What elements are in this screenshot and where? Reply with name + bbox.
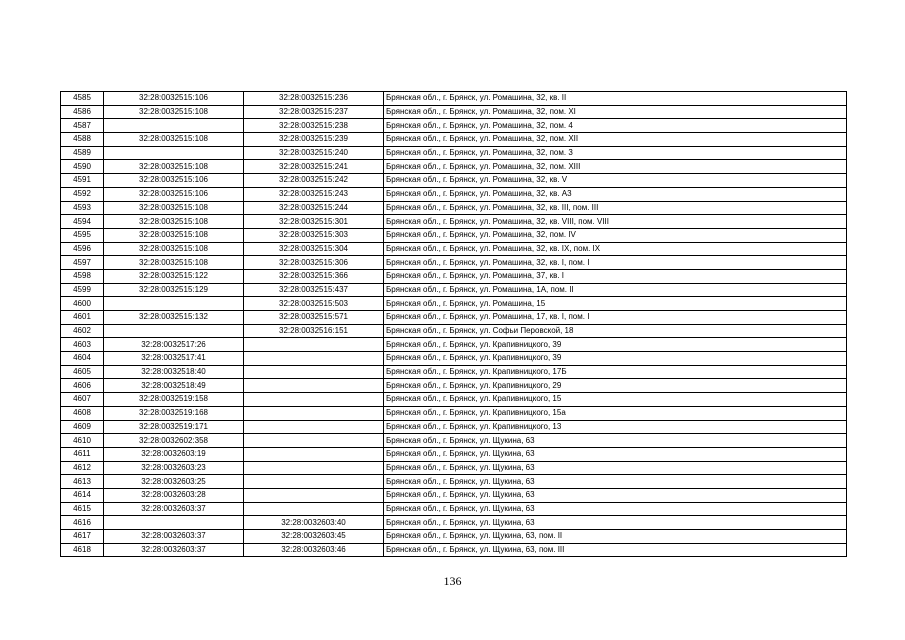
table-row: [61, 475, 847, 489]
parent-cadastral-number-cell: 32:28:0032603:19: [104, 447, 244, 461]
row-number-cell: 4616: [61, 516, 104, 530]
address-cell: Брянская обл., г. Брянск, ул. Щукина, 63, пом. III: [384, 543, 847, 557]
row-number-cell: 4592: [61, 187, 104, 201]
parent-cadastral-number-cell: 32:28:0032515:108: [104, 256, 244, 270]
table-row: [61, 283, 847, 297]
row-number-cell: 4608: [61, 406, 104, 420]
cadastral-number-cell: 32:28:0032515:244: [244, 201, 384, 215]
parent-cadastral-number-cell: 32:28:0032519:168: [104, 406, 244, 420]
cadastral-number-cell: 32:28:0032515:571: [244, 311, 384, 325]
parent-cadastral-number-cell: 32:28:0032515:108: [104, 215, 244, 229]
address-cell: Брянская обл., г. Брянск, ул. Ромашина, 37, кв. I: [384, 269, 847, 283]
cadastral-number-cell: 32:28:0032515:503: [244, 297, 384, 311]
cadastral-number-cell: 32:28:0032515:306: [244, 256, 384, 270]
cadastral-number-cell: 32:28:0032515:437: [244, 283, 384, 297]
address-cell: Брянская обл., г. Брянск, ул. Крапивницкого, 17Б: [384, 365, 847, 379]
cadastral-number-cell: [244, 461, 384, 475]
cadastral-number-cell: [244, 475, 384, 489]
row-number-cell: 4605: [61, 365, 104, 379]
parent-cadastral-number-cell: 32:28:0032603:37: [104, 530, 244, 544]
table-row: [61, 187, 847, 201]
table-row: [61, 160, 847, 174]
parent-cadastral-number-cell: [104, 146, 244, 160]
parent-cadastral-number-cell: 32:28:0032515:129: [104, 283, 244, 297]
cadastral-number-cell: 32:28:0032603:40: [244, 516, 384, 530]
cadastral-number-cell: 32:28:0032515:240: [244, 146, 384, 160]
row-number-cell: 4604: [61, 352, 104, 366]
parent-cadastral-number-cell: 32:28:0032517:41: [104, 352, 244, 366]
row-number-cell: 4603: [61, 338, 104, 352]
address-cell: Брянская обл., г. Брянск, ул. Щукина, 63: [384, 434, 847, 448]
row-number-cell: 4589: [61, 146, 104, 160]
row-number-cell: 4590: [61, 160, 104, 174]
address-cell: Брянская обл., г. Брянск, ул. Щукина, 63: [384, 502, 847, 516]
table-body: [61, 92, 847, 557]
parent-cadastral-number-cell: 32:28:0032515:108: [104, 228, 244, 242]
cadastral-number-cell: [244, 434, 384, 448]
address-cell: Брянская обл., г. Брянск, ул. Ромашина, 32, кв. I, пом. I: [384, 256, 847, 270]
cadastral-number-cell: 32:28:0032515:239: [244, 133, 384, 147]
address-cell: Брянская обл., г. Брянск, ул. Ромашина, 17, кв. I, пом. I: [384, 311, 847, 325]
table-row: [61, 256, 847, 270]
row-number-cell: 4594: [61, 215, 104, 229]
row-number-cell: 4598: [61, 269, 104, 283]
row-number-cell: 4615: [61, 502, 104, 516]
row-number-cell: 4596: [61, 242, 104, 256]
address-cell: Брянская обл., г. Брянск, ул. Ромашина, 32, кв. VIII, пом. VIII: [384, 215, 847, 229]
table-row: [61, 530, 847, 544]
row-number-cell: 4599: [61, 283, 104, 297]
address-cell: Брянская обл., г. Брянск, ул. Ромашина, 32, пом. XII: [384, 133, 847, 147]
parent-cadastral-number-cell: 32:28:0032515:106: [104, 187, 244, 201]
address-cell: Брянская обл., г. Брянск, ул. Крапивницкого, 15: [384, 393, 847, 407]
parent-cadastral-number-cell: 32:28:0032603:25: [104, 475, 244, 489]
table-row: [61, 447, 847, 461]
address-cell: Брянская обл., г. Брянск, ул. Ромашина, 32, кв. III, пом. III: [384, 201, 847, 215]
cadastral-number-cell: [244, 420, 384, 434]
table-row: [61, 105, 847, 119]
address-cell: Брянская обл., г. Брянск, ул. Ромашина, 32, пом. IV: [384, 228, 847, 242]
address-cell: Брянская обл., г. Брянск, ул. Ромашина, 32, кв. IX, пом. IX: [384, 242, 847, 256]
row-number-cell: 4607: [61, 393, 104, 407]
cadastral-number-cell: 32:28:0032515:303: [244, 228, 384, 242]
parent-cadastral-number-cell: 32:28:0032518:49: [104, 379, 244, 393]
row-number-cell: 4614: [61, 488, 104, 502]
address-cell: Брянская обл., г. Брянск, ул. Крапивницкого, 29: [384, 379, 847, 393]
row-number-cell: 4593: [61, 201, 104, 215]
address-cell: Брянская обл., г. Брянск, ул. Крапивницкого, 39: [384, 352, 847, 366]
parent-cadastral-number-cell: 32:28:0032603:23: [104, 461, 244, 475]
row-number-cell: 4602: [61, 324, 104, 338]
table-row: [61, 201, 847, 215]
parent-cadastral-number-cell: 32:28:0032515:108: [104, 201, 244, 215]
parent-cadastral-number-cell: 32:28:0032519:171: [104, 420, 244, 434]
row-number-cell: 4601: [61, 311, 104, 325]
row-number-cell: 4597: [61, 256, 104, 270]
address-cell: Брянская обл., г. Брянск, ул. Ромашина, 15: [384, 297, 847, 311]
table-row: [61, 516, 847, 530]
table-row: [61, 461, 847, 475]
cadastral-number-cell: 32:28:0032515:304: [244, 242, 384, 256]
cadastral-number-cell: 32:28:0032516:151: [244, 324, 384, 338]
property-registry-table: [60, 91, 847, 557]
address-cell: Брянская обл., г. Брянск, ул. Щукина, 63, пом. II: [384, 530, 847, 544]
parent-cadastral-number-cell: [104, 516, 244, 530]
cadastral-number-cell: 32:28:0032603:45: [244, 530, 384, 544]
address-cell: Брянская обл., г. Брянск, ул. Ромашина, 32, кв. V: [384, 174, 847, 188]
cadastral-number-cell: [244, 365, 384, 379]
table-row: [61, 406, 847, 420]
cadastral-number-cell: 32:28:0032515:242: [244, 174, 384, 188]
address-cell: Брянская обл., г. Брянск, ул. Ромашина, 32, кв. II: [384, 92, 847, 106]
row-number-cell: 4600: [61, 297, 104, 311]
address-cell: Брянская обл., г. Брянск, ул. Ромашина, 32, кв. А3: [384, 187, 847, 201]
cadastral-number-cell: 32:28:0032515:243: [244, 187, 384, 201]
table-row: [61, 146, 847, 160]
cadastral-number-cell: 32:28:0032515:366: [244, 269, 384, 283]
cadastral-number-cell: 32:28:0032515:238: [244, 119, 384, 133]
table-row: [61, 338, 847, 352]
cadastral-number-cell: [244, 393, 384, 407]
table-row: [61, 393, 847, 407]
cadastral-number-cell: [244, 406, 384, 420]
address-cell: Брянская обл., г. Брянск, ул. Крапивницкого, 15а: [384, 406, 847, 420]
parent-cadastral-number-cell: [104, 119, 244, 133]
cadastral-number-cell: [244, 379, 384, 393]
table-row: [61, 92, 847, 106]
table-row: [61, 488, 847, 502]
parent-cadastral-number-cell: 32:28:0032603:28: [104, 488, 244, 502]
row-number-cell: 4588: [61, 133, 104, 147]
parent-cadastral-number-cell: 32:28:0032519:158: [104, 393, 244, 407]
table-row: [61, 352, 847, 366]
row-number-cell: 4617: [61, 530, 104, 544]
address-cell: Брянская обл., г. Брянск, ул. Щукина, 63: [384, 447, 847, 461]
cadastral-number-cell: [244, 338, 384, 352]
table-row: [61, 420, 847, 434]
table-row: [61, 174, 847, 188]
address-cell: Брянская обл., г. Брянск, ул. Софьи Перовской, 18: [384, 324, 847, 338]
address-cell: Брянская обл., г. Брянск, ул. Щукина, 63: [384, 488, 847, 502]
table-row: [61, 269, 847, 283]
table-row: [61, 365, 847, 379]
table-row: [61, 324, 847, 338]
parent-cadastral-number-cell: 32:28:0032518:40: [104, 365, 244, 379]
parent-cadastral-number-cell: 32:28:0032603:37: [104, 543, 244, 557]
address-cell: Брянская обл., г. Брянск, ул. Щукина, 63: [384, 475, 847, 489]
cadastral-number-cell: 32:28:0032515:301: [244, 215, 384, 229]
table-row: [61, 543, 847, 557]
address-cell: Брянская обл., г. Брянск, ул. Крапивницкого, 13: [384, 420, 847, 434]
row-number-cell: 4618: [61, 543, 104, 557]
parent-cadastral-number-cell: 32:28:0032515:108: [104, 242, 244, 256]
address-cell: Брянская обл., г. Брянск, ул. Щукина, 63: [384, 516, 847, 530]
parent-cadastral-number-cell: 32:28:0032515:106: [104, 174, 244, 188]
parent-cadastral-number-cell: 32:28:0032515:108: [104, 105, 244, 119]
table-row: [61, 215, 847, 229]
row-number-cell: 4586: [61, 105, 104, 119]
table-row: [61, 379, 847, 393]
address-cell: Брянская обл., г. Брянск, ул. Щукина, 63: [384, 461, 847, 475]
parent-cadastral-number-cell: 32:28:0032602:358: [104, 434, 244, 448]
table-row: [61, 242, 847, 256]
parent-cadastral-number-cell: [104, 297, 244, 311]
row-number-cell: 4612: [61, 461, 104, 475]
row-number-cell: 4609: [61, 420, 104, 434]
row-number-cell: 4595: [61, 228, 104, 242]
address-cell: Брянская обл., г. Брянск, ул. Крапивницкого, 39: [384, 338, 847, 352]
row-number-cell: 4606: [61, 379, 104, 393]
parent-cadastral-number-cell: 32:28:0032515:122: [104, 269, 244, 283]
address-cell: Брянская обл., г. Брянск, ул. Ромашина, 32, пом. 3: [384, 146, 847, 160]
cadastral-number-cell: 32:28:0032515:236: [244, 92, 384, 106]
parent-cadastral-number-cell: 32:28:0032515:108: [104, 133, 244, 147]
table-row: [61, 311, 847, 325]
cadastral-number-cell: 32:28:0032515:237: [244, 105, 384, 119]
address-cell: Брянская обл., г. Брянск, ул. Ромашина, 1А, пом. II: [384, 283, 847, 297]
parent-cadastral-number-cell: 32:28:0032517:26: [104, 338, 244, 352]
cadastral-number-cell: 32:28:0032515:241: [244, 160, 384, 174]
table-row: [61, 133, 847, 147]
parent-cadastral-number-cell: [104, 324, 244, 338]
row-number-cell: 4613: [61, 475, 104, 489]
address-cell: Брянская обл., г. Брянск, ул. Ромашина, 32, пом. XI: [384, 105, 847, 119]
table-row: [61, 228, 847, 242]
table-row: [61, 502, 847, 516]
cadastral-number-cell: [244, 447, 384, 461]
row-number-cell: 4611: [61, 447, 104, 461]
parent-cadastral-number-cell: 32:28:0032515:108: [104, 160, 244, 174]
table-row: [61, 297, 847, 311]
cadastral-number-cell: 32:28:0032603:46: [244, 543, 384, 557]
parent-cadastral-number-cell: 32:28:0032603:37: [104, 502, 244, 516]
row-number-cell: 4610: [61, 434, 104, 448]
row-number-cell: 4591: [61, 174, 104, 188]
table-row: [61, 434, 847, 448]
page-number: 136: [443, 574, 462, 588]
parent-cadastral-number-cell: 32:28:0032515:132: [104, 311, 244, 325]
address-cell: Брянская обл., г. Брянск, ул. Ромашина, 32, пом. 4: [384, 119, 847, 133]
address-cell: Брянская обл., г. Брянск, ул. Ромашина, 32, пом. XIII: [384, 160, 847, 174]
parent-cadastral-number-cell: 32:28:0032515:106: [104, 92, 244, 106]
row-number-cell: 4585: [61, 92, 104, 106]
cadastral-number-cell: [244, 502, 384, 516]
cadastral-number-cell: [244, 488, 384, 502]
table-row: [61, 119, 847, 133]
cadastral-number-cell: [244, 352, 384, 366]
row-number-cell: 4587: [61, 119, 104, 133]
